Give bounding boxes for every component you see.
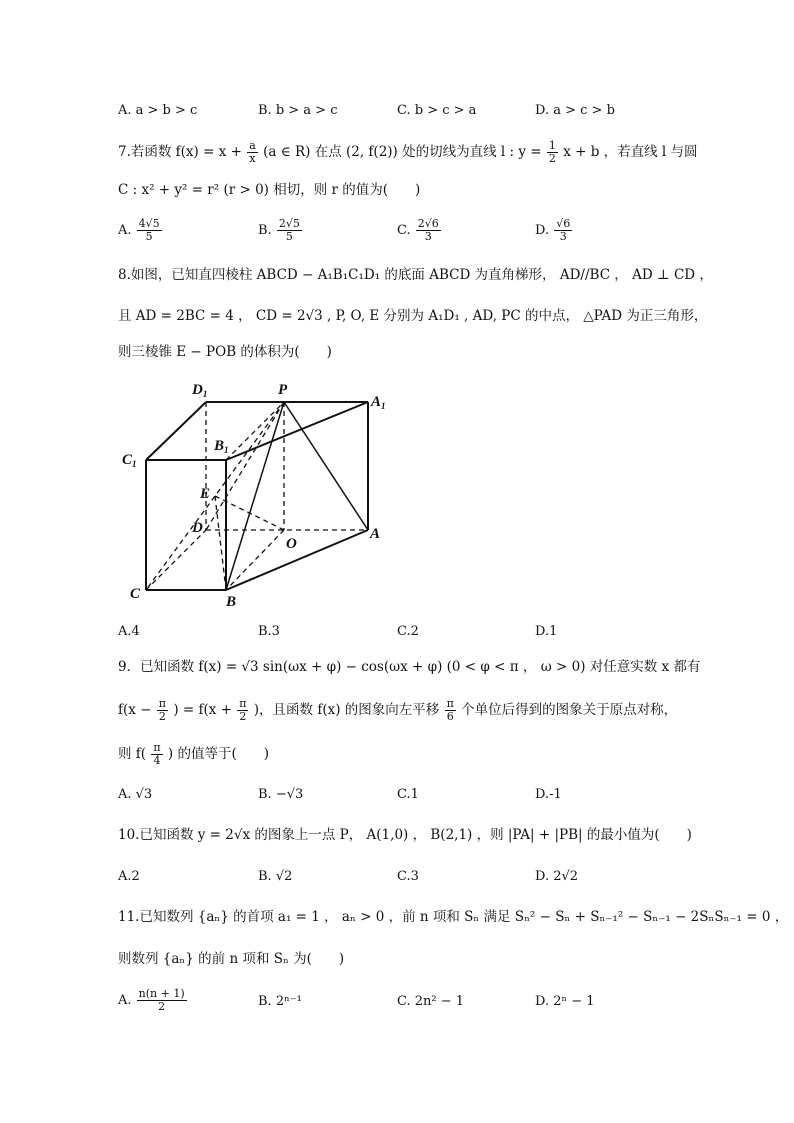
edge-e-b-hidden — [215, 496, 226, 590]
q11-option-d: D. 2ⁿ − 1 — [535, 994, 595, 1009]
q10-line1: 10.已知函数 y = 2√x 的图象上一点 P， A(1,0) ， B(2,1) ，则 |PA| + |PB| 的最小值为( ) — [118, 827, 692, 843]
q10-option-c: C.3 — [397, 869, 419, 884]
edge-p-b — [226, 402, 284, 590]
edge-c1-d1 — [146, 402, 206, 460]
q7-option-c: C. $\frac{2√6}{3}$ — [397, 217, 439, 243]
label-a1: $A_1$ — [371, 394, 386, 411]
label-b1: $B_1$ — [214, 438, 229, 455]
q8-option-c: C.2 — [397, 624, 419, 639]
q10-option-d: D. 2√2 — [535, 869, 579, 884]
edge-p-d-hidden — [206, 402, 284, 530]
q9-line3: 则 f( $\frac{\pi}{4}$ ) 的值等于( ) — [118, 741, 269, 767]
edge-p-a — [284, 402, 368, 530]
q8-line2: 且 AD = 2BC = 4 ， CD = 2√3 , P, O, E 分别为 A₁D₁ , AD, PC 的中点， △PAD 为正三角形， — [118, 308, 708, 324]
q11-option-a: A. $\frac{n(n + 1)}{2}$ — [118, 987, 185, 1013]
q8-option-d: D.1 — [535, 624, 558, 639]
label-p: P — [278, 382, 288, 398]
q8-line3: 则三棱锥 E − POB 的体积为( ) — [118, 344, 332, 360]
label-d: D — [192, 520, 203, 536]
q9-option-b: B. −√3 — [258, 787, 304, 802]
q7-option-b: B. $\frac{2√5}{5}$ — [258, 217, 300, 243]
q8-option-b: B.3 — [258, 624, 280, 639]
label-a: A — [370, 526, 381, 542]
q9-option-d: D.-1 — [535, 787, 562, 802]
q9-option-c: C.1 — [397, 787, 419, 802]
edge-b-a — [226, 530, 368, 590]
edge-b1-a1 — [226, 402, 368, 460]
label-d1: $D_1$ — [192, 382, 208, 399]
q8-option-a: A.4 — [118, 624, 140, 639]
label-c1: $C_1$ — [122, 452, 137, 469]
q8-line1: 8.如图，已知直四棱柱 ABCD − A₁B₁C₁D₁ 的底面 ABCD 为直角梯形， AD//BC ， AD ⊥ CD ， — [118, 267, 713, 283]
label-o: O — [286, 536, 297, 552]
q9-option-a: A. √3 — [118, 787, 153, 802]
q7-line2: C : x² + y² = r² (r > 0) 相切，则 r 的值为( ) — [118, 182, 421, 198]
label-b: B — [226, 594, 237, 610]
q7-option-d: D. $\frac{√6}{3}$ — [535, 217, 571, 243]
q10-option-a: A.2 — [118, 869, 140, 884]
q11-option-c: C. 2n² − 1 — [397, 994, 465, 1009]
label-c: C — [130, 586, 141, 602]
q11-line2: 则数列 {aₙ} 的前 n 项和 Sₙ 为( ) — [118, 951, 345, 967]
q6-option-c: C. b > c > a — [397, 103, 477, 118]
q6-option-a: A. a > b > c — [118, 103, 198, 118]
label-e: E — [200, 486, 211, 502]
q9-line1: 9．已知函数 f(x) = √3 sin(ωx + φ) − cos(ωx + φ) (0 < φ < π ， ω > 0) 对任意实数 x 都有 — [118, 659, 701, 675]
q7-line1: 7.若函数 f(x) = x + $\frac{a}{x}$ (a ∈ R) 在点 (2, f(2)) 处的切线为直线 l : y = $\frac{1}{2}$ x + b ，若直线 l 与圆 — [118, 139, 698, 165]
q11-line1: 11.已知数列 {aₙ} 的首项 a₁ = 1 ， aₙ > 0 ，前 n 项和 Sₙ 满足 Sₙ² − Sₙ + Sₙ₋₁² − Sₙ₋₁ − 2SₙSₙ₋₁ = 0 ， — [118, 909, 789, 925]
q10-option-b: B. √2 — [258, 869, 293, 884]
q7-option-a: A. $\frac{4√5}{5}$ — [118, 217, 160, 243]
q6-option-b: B. b > a > c — [258, 103, 338, 118]
q6-option-d: D. a > c > b — [535, 103, 615, 118]
edge-c-d-hidden — [146, 530, 206, 590]
q11-option-b: B. 2ⁿ⁻¹ — [258, 994, 302, 1009]
q8-prism-figure — [118, 372, 398, 610]
q9-line2: f(x − $\frac{\pi}{2}$ ) = f(x + $\frac{\pi}{2}$ )，且函数 f(x) 的图象向左平移 $\frac{\pi}{6}$ 个单位后得到的图象关于原点对称， — [118, 697, 678, 723]
